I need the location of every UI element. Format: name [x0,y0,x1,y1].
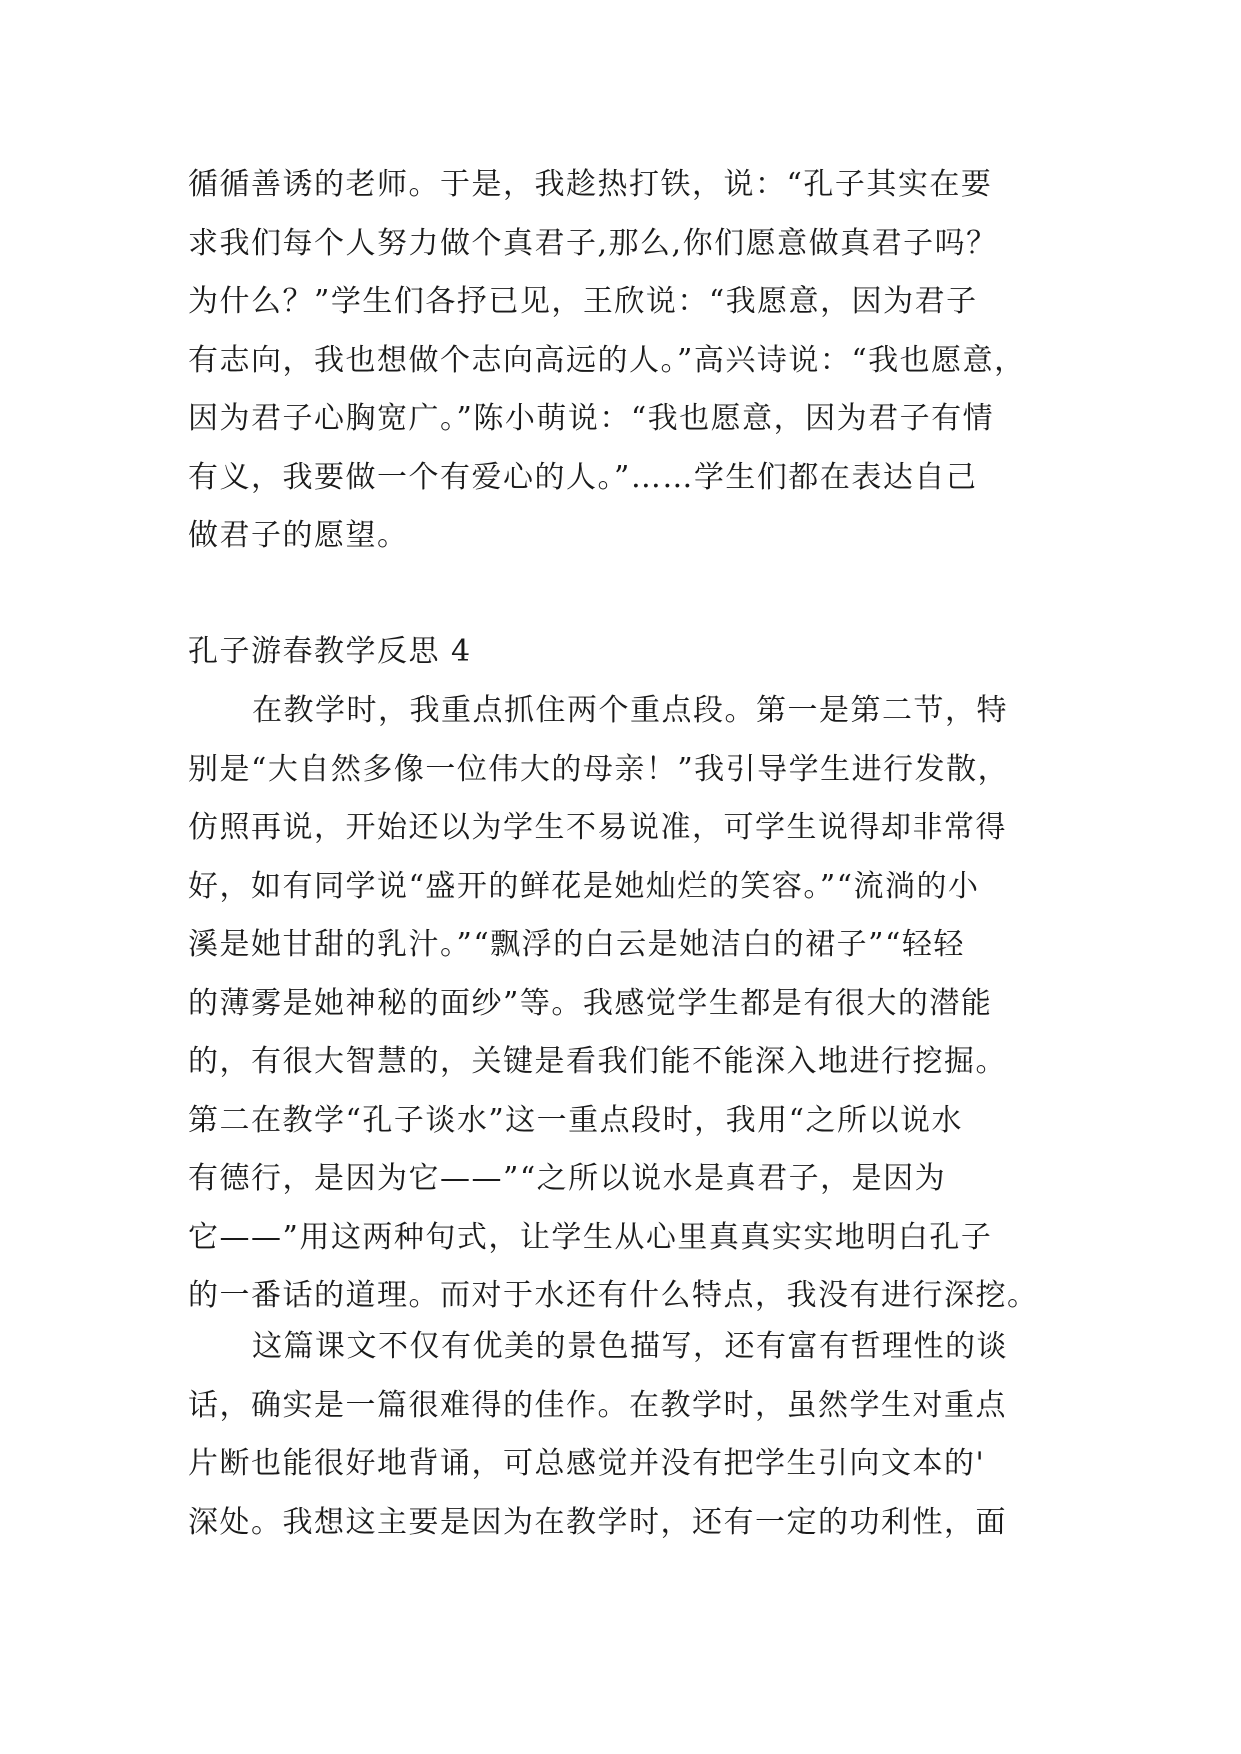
text-line: 第二在教学“孔子谈水”这一重点段时，我用“之所以说水 [188,1102,964,1138]
text-line: 好，如有同学说“盛开的鲜花是她灿烂的笑容。”“流淌的小 [188,868,980,904]
paragraph-continuation [188,156,1058,566]
text-line: 为什么？”学生们各抒已见，王欣说：“我愿意，因为君子 [188,284,978,319]
text-line: 在教学时，我重点抓住两个重点段。第一是第二节，特 [252,693,1008,728]
text-line: 它——”用这两种句式，让学生从心里真真实实地明白孔子 [188,1219,993,1255]
text-line: 有德行，是因为它——”“之所以说水是真君子，是因为 [188,1161,947,1196]
text-line: 片断也能很好地背诵，可总感觉并没有把学生引向文本的' [188,1446,986,1481]
text-line: 的一番话的道理。而对于水还有什么特点，我没有进行深挖。 [188,1278,1039,1313]
text-line: 别是“大自然多像一位伟大的母亲！”我引导学生进行发散， [188,751,1010,787]
text-line: 溪是她甘甜的乳汁。”“飘浮的白云是她洁白的裙子”“轻轻 [188,927,965,962]
text-line: 的，有很大智慧的，关键是看我们能不能深入地进行挖掘。 [188,1044,1007,1079]
text-line: 做君子的愿望。 [188,518,409,553]
text-line: 的薄雾是她神秘的面纱”等。我感觉学生都是有很大的潜能 [188,985,993,1021]
text-line: 话，确实是一篇很难得的佳作。在教学时，虽然学生对重点 [188,1387,1007,1423]
text-line: 这篇课文不仅有优美的景色描写，还有富有哲理性的谈 [252,1329,1008,1364]
text-line: 有志向，我也想做个志向高远的人。”高兴诗说：“我也愿意， [188,342,1026,378]
text-line: 因为君子心胸宽广。”陈小萌说：“我也愿意，因为君子有情 [188,401,995,436]
text-line: 仿照再说，开始还以为学生不易说准，可学生说得却非常得 [188,810,1007,845]
text-line: 求我们每个人努力做个真君子,那么,你们愿意做真君子吗？ [188,225,998,261]
section-heading: 孔子游春教学反思 4 [188,634,472,669]
paragraph [188,682,1058,1326]
text-line: 循循善诱的老师。于是，我趁热打铁，说：“孔子其实在要 [188,167,993,202]
paragraph [188,1318,1058,1552]
text-line: 深处。我想这主要是因为在教学时，还有一定的功利性，面 [188,1504,1007,1540]
text-line: 有义，我要做一个有爱心的人。”……学生们都在表达自己 [188,459,978,495]
